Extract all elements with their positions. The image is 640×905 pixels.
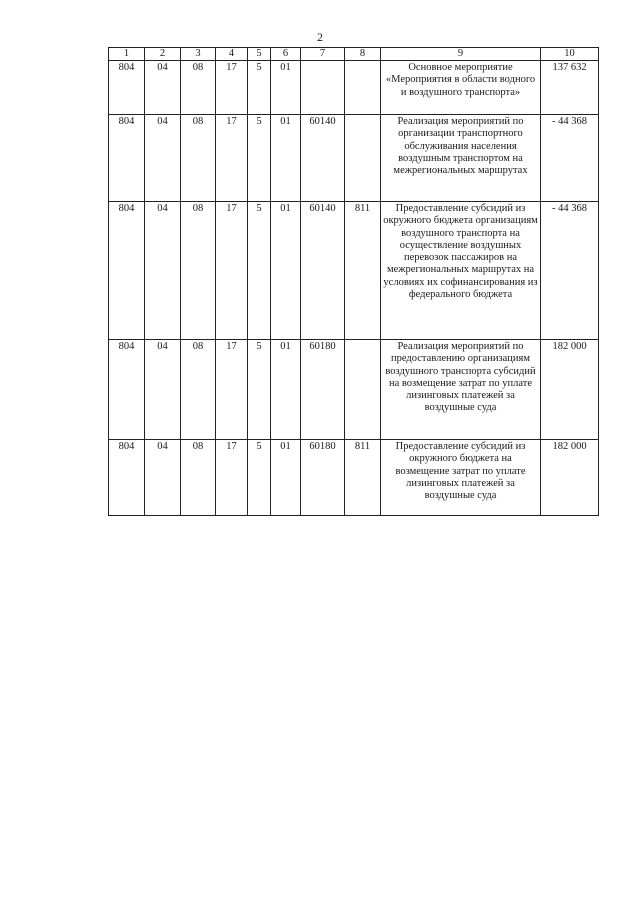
- table-row: [109, 61, 599, 115]
- direction-cell: 60140: [301, 115, 345, 202]
- program-cell: 17: [216, 340, 248, 440]
- main-event-cell: 01: [271, 61, 301, 115]
- subsection-cell: 08: [181, 340, 216, 440]
- ministry-code-cell: 804: [109, 202, 145, 340]
- expense-type-cell: 811: [345, 202, 381, 340]
- ministry-code-cell: 804: [109, 440, 145, 516]
- header-cell: 5: [248, 48, 271, 61]
- section-cell: 04: [145, 340, 181, 440]
- table-row: [109, 115, 599, 202]
- item-name-cell: Предоставление субсидий из окружного бюджета организациям воздушного транспорта на осуществление воздушных перевозок пассажиров на межрегиональных маршрутах на условиях их софинансирования из федерального бюджета: [381, 202, 541, 340]
- subprogram-cell: 5: [248, 115, 271, 202]
- ministry-code-cell: 804: [109, 340, 145, 440]
- table-row: [109, 202, 599, 340]
- header-cell: 7: [301, 48, 345, 61]
- expense-type-cell: [345, 115, 381, 202]
- direction-cell: 60180: [301, 340, 345, 440]
- subsection-cell: 08: [181, 202, 216, 340]
- header-cell: 10: [541, 48, 599, 61]
- header-cell: 1: [109, 48, 145, 61]
- header-cell: 2: [145, 48, 181, 61]
- section-cell: 04: [145, 115, 181, 202]
- table-row: [109, 440, 599, 516]
- subsection-cell: 08: [181, 61, 216, 115]
- main-event-cell: 01: [271, 440, 301, 516]
- amount-cell: - 44 368: [541, 202, 599, 340]
- budget-table: [108, 47, 599, 516]
- header-cell: 6: [271, 48, 301, 61]
- header-cell: 3: [181, 48, 216, 61]
- ministry-code-cell: 804: [109, 61, 145, 115]
- amount-cell: 182 000: [541, 440, 599, 516]
- expense-type-cell: 811: [345, 440, 381, 516]
- main-event-cell: 01: [271, 115, 301, 202]
- subprogram-cell: 5: [248, 61, 271, 115]
- table-row: [109, 340, 599, 440]
- expense-type-cell: [345, 340, 381, 440]
- subprogram-cell: 5: [248, 340, 271, 440]
- section-cell: 04: [145, 61, 181, 115]
- program-cell: 17: [216, 61, 248, 115]
- header-cell: 8: [345, 48, 381, 61]
- item-name-cell: Предоставление субсидий из окружного бюджета на возмещение затрат по уплате лизинговых платежей за воздушные суда: [381, 440, 541, 516]
- direction-cell: [301, 61, 345, 115]
- ministry-code-cell: 804: [109, 115, 145, 202]
- expense-type-cell: [345, 61, 381, 115]
- item-name-cell: Реализация мероприятий по организации транспортного обслуживания населения воздушным транспортом на межрегиональных маршрутах: [381, 115, 541, 202]
- item-name-cell: Реализация мероприятий по предоставлению организациям воздушного транспорта субсидий на возмещение затрат по уплате лизинговых платежей за воздушные суда: [381, 340, 541, 440]
- subprogram-cell: 5: [248, 440, 271, 516]
- amount-cell: - 44 368: [541, 115, 599, 202]
- page-number: 2: [317, 30, 323, 44]
- section-cell: 04: [145, 202, 181, 340]
- subsection-cell: 08: [181, 115, 216, 202]
- section-cell: 04: [145, 440, 181, 516]
- subsection-cell: 08: [181, 440, 216, 516]
- amount-cell: 137 632: [541, 61, 599, 115]
- header-cell: 9: [381, 48, 541, 61]
- item-name-cell: Основное мероприятие «Мероприятия в области водного и воздушного транспорта»: [381, 61, 541, 115]
- program-cell: 17: [216, 440, 248, 516]
- program-cell: 17: [216, 202, 248, 340]
- subprogram-cell: 5: [248, 202, 271, 340]
- program-cell: 17: [216, 115, 248, 202]
- header-row: [109, 48, 599, 61]
- amount-cell: 182 000: [541, 340, 599, 440]
- main-event-cell: 01: [271, 340, 301, 440]
- direction-cell: 60140: [301, 202, 345, 340]
- direction-cell: 60180: [301, 440, 345, 516]
- header-cell: 4: [216, 48, 248, 61]
- main-event-cell: 01: [271, 202, 301, 340]
